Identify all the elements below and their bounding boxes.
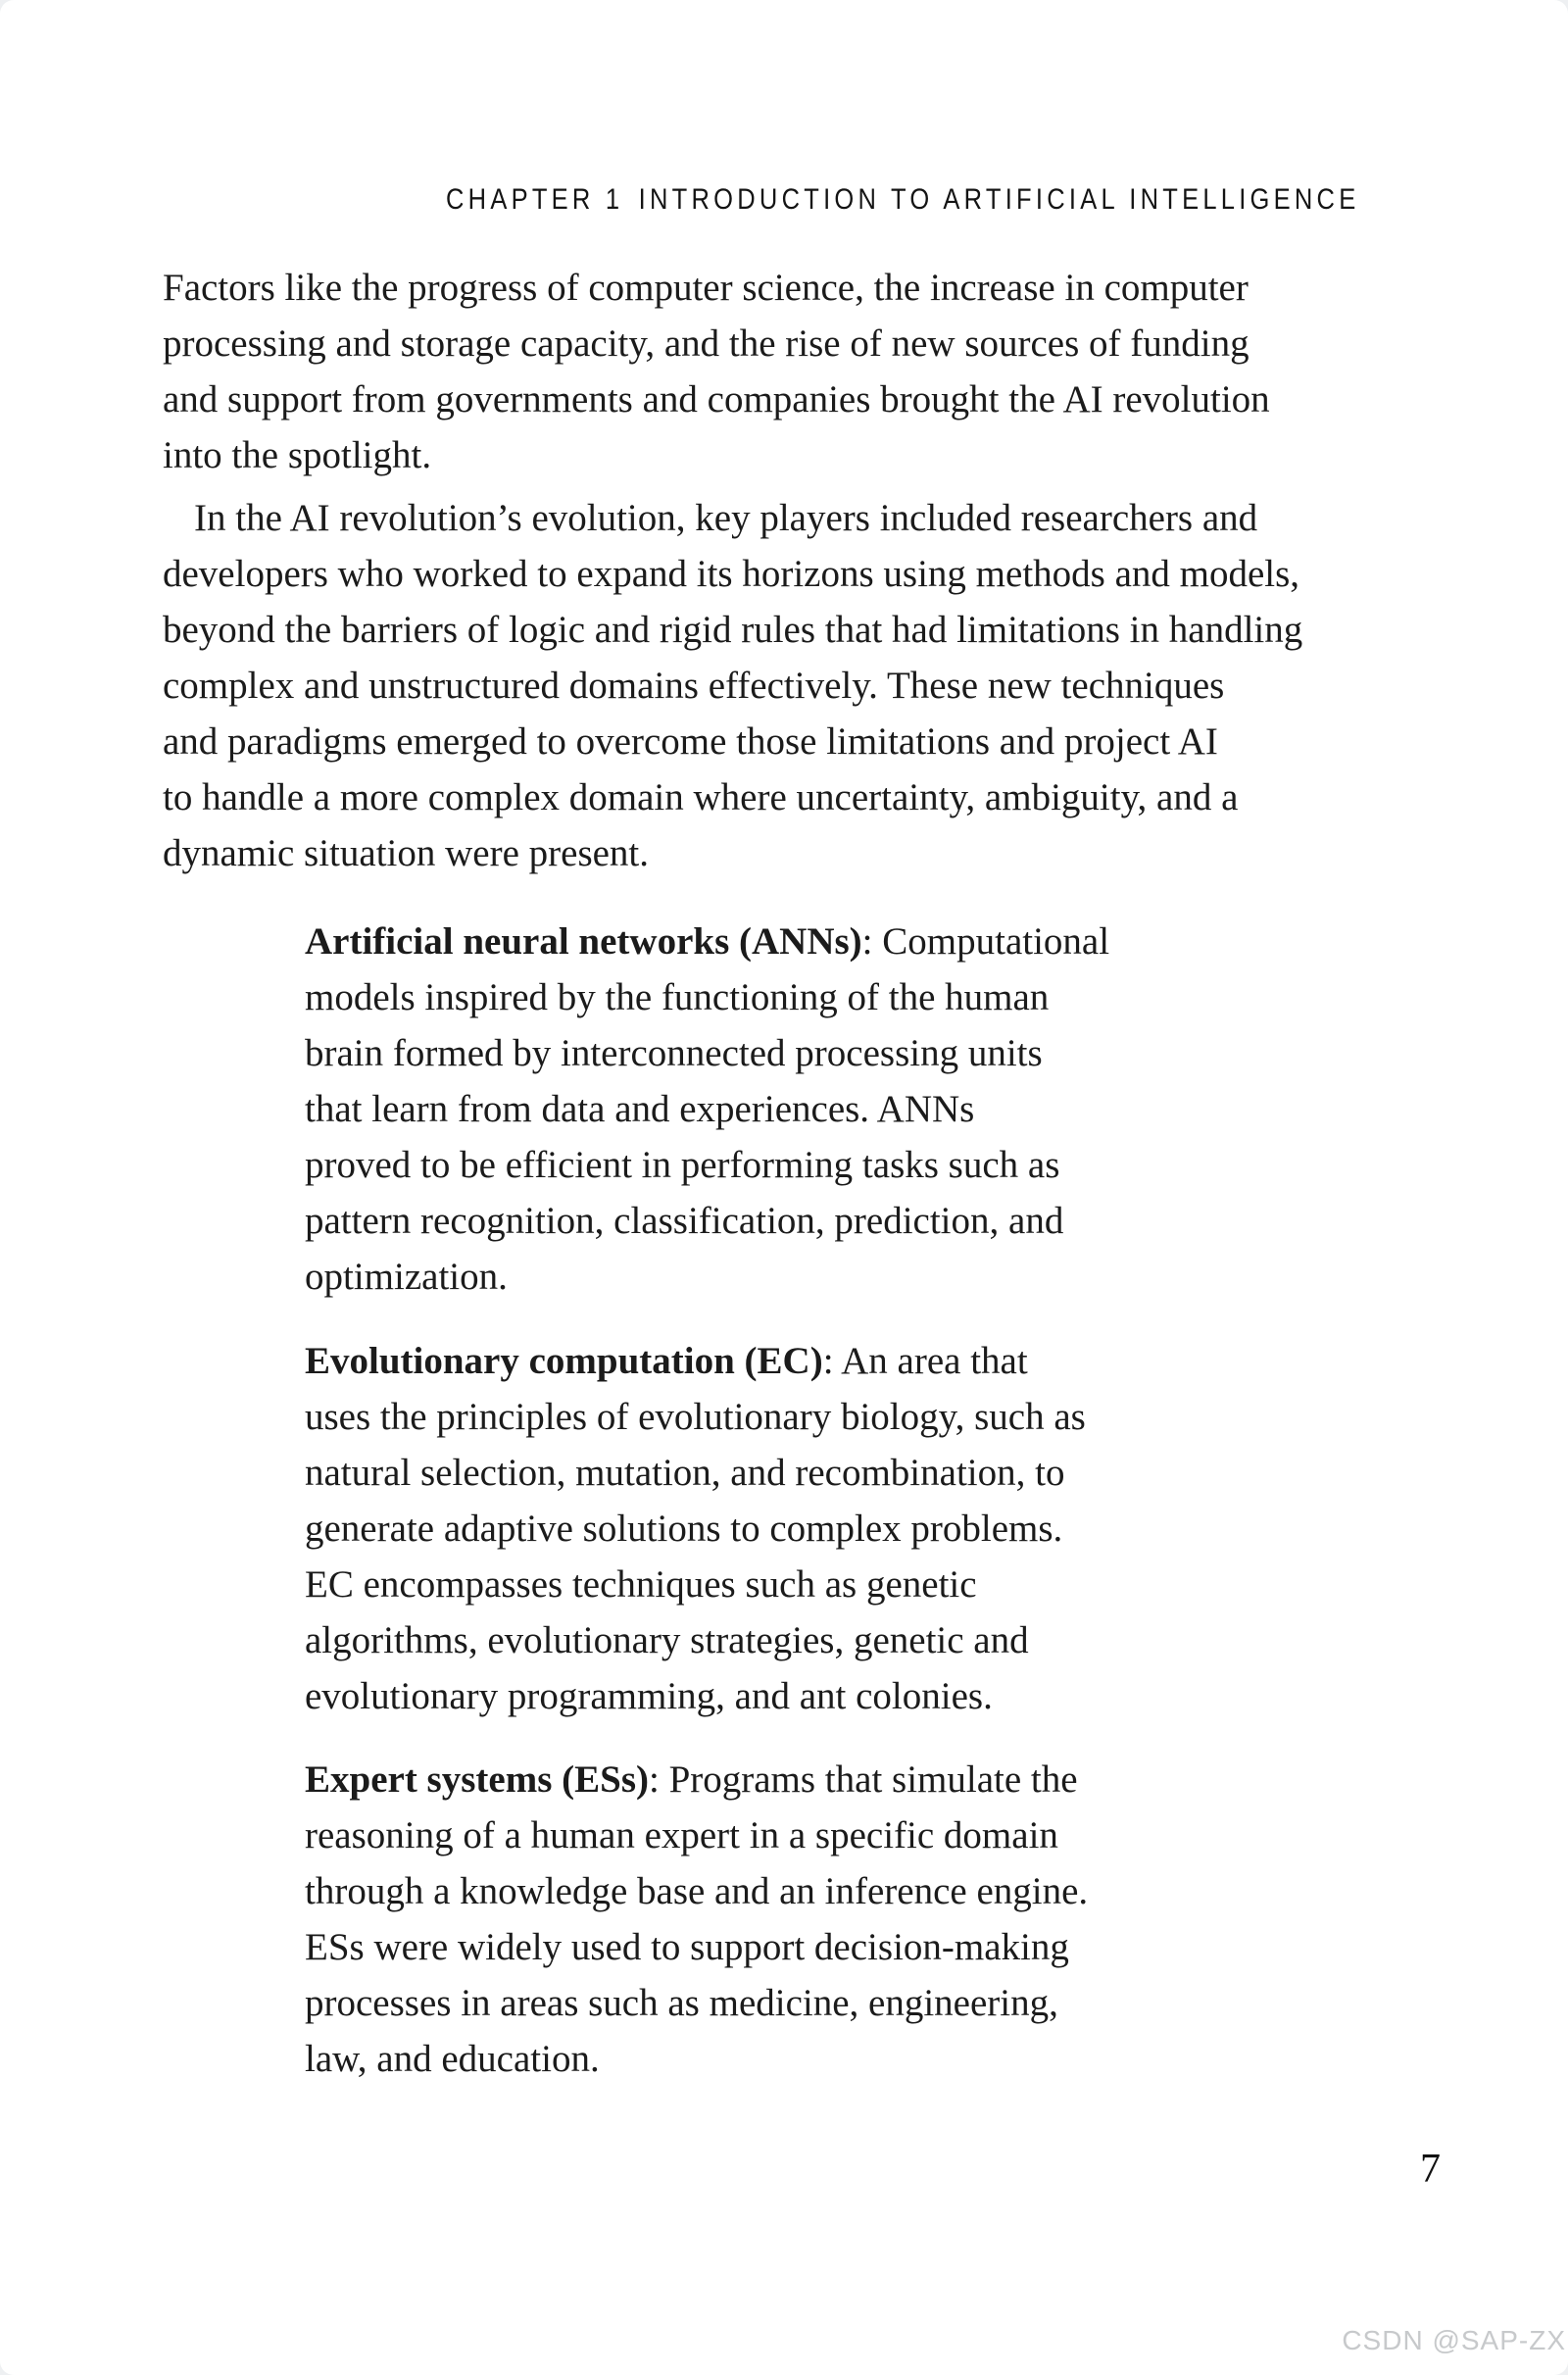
definition-line: generate adaptive solutions to complex problems. xyxy=(305,1508,1063,1550)
paragraph-line: developers who worked to expand its horizons using methods and models, xyxy=(163,553,1300,595)
definition-lead-rest: : Computational xyxy=(861,920,1110,963)
definition-lead-rest: : Programs that simulate the xyxy=(648,1758,1078,1801)
definition-line: brain formed by interconnected processing units xyxy=(305,1032,1043,1074)
paragraph-line: processing and storage capacity, and the rise of new sources of funding xyxy=(163,322,1250,365)
definition-line: through a knowledge base and an inference engine. xyxy=(305,1870,1089,1912)
definition-line: proved to be efficient in performing tasks such as xyxy=(305,1144,1060,1186)
definition-line: pattern recognition, classification, prediction, and xyxy=(305,1200,1064,1242)
paragraph-line: and paradigms emerged to overcome those limitations and project AI xyxy=(163,720,1218,763)
definition-term: Artificial neural networks (ANNs) xyxy=(305,920,862,963)
paragraph-2 xyxy=(163,490,1302,881)
definition-ec xyxy=(305,1333,1086,1724)
definition-line: that learn from data and experiences. ANNs xyxy=(305,1088,975,1130)
definition-lead-line xyxy=(305,1752,1088,1807)
definition-line: EC encompasses techniques such as genetic xyxy=(305,1563,977,1606)
definition-lead-line xyxy=(305,914,1109,969)
paragraph-line: complex and unstructured domains effectively. These new techniques xyxy=(163,665,1225,707)
paragraph-line: Factors like the progress of computer science, the increase in computer xyxy=(163,267,1249,309)
watermark: CSDN @SAP-ZX xyxy=(1342,2325,1566,2355)
definition-line: models inspired by the functioning of the human xyxy=(305,976,1050,1018)
definition-line: reasoning of a human expert in a specific domain xyxy=(305,1814,1058,1856)
paragraph-line: dynamic situation were present. xyxy=(163,832,650,874)
definition-line: evolutionary programming, and ant colonies. xyxy=(305,1675,993,1717)
definition-line: law, and education. xyxy=(305,2038,600,2080)
definition-term: Evolutionary computation (EC) xyxy=(305,1340,823,1382)
definition-es xyxy=(305,1752,1088,2087)
definition-line: ESs were widely used to support decision-making xyxy=(305,1926,1069,1968)
definition-line: processes in areas such as medicine, engineering, xyxy=(305,1982,1058,2024)
paragraph-1 xyxy=(163,260,1270,483)
definition-ann xyxy=(305,914,1109,1305)
paragraph-line: and support from governments and companies brought the AI revolution xyxy=(163,378,1270,421)
definition-line: natural selection, mutation, and recombination, to xyxy=(305,1452,1065,1494)
definition-line: algorithms, evolutionary strategies, genetic and xyxy=(305,1619,1029,1661)
running-head xyxy=(446,182,1359,218)
definition-line: optimization. xyxy=(305,1256,508,1298)
paragraph-line: into the spotlight. xyxy=(163,434,432,476)
paragraph-line: to handle a more complex domain where uncertainty, ambiguity, and a xyxy=(163,776,1239,818)
page-number: 7 xyxy=(1420,2147,1441,2192)
definition-term: Expert systems (ESs) xyxy=(305,1758,649,1801)
chapter-title: INTRODUCTION TO ARTIFICIAL INTELLIGENCE xyxy=(638,183,1360,216)
paragraph-line: In the AI revolution’s evolution, key players included researchers and xyxy=(194,497,1258,539)
definition-line: uses the principles of evolutionary biology, such as xyxy=(305,1396,1086,1438)
chapter-label: CHAPTER 1 xyxy=(446,183,624,216)
definition-lead-rest: : An area that xyxy=(822,1340,1028,1382)
paragraph-line: beyond the barriers of logic and rigid rules that had limitations in handling xyxy=(163,609,1303,651)
definition-lead-line xyxy=(305,1333,1086,1389)
